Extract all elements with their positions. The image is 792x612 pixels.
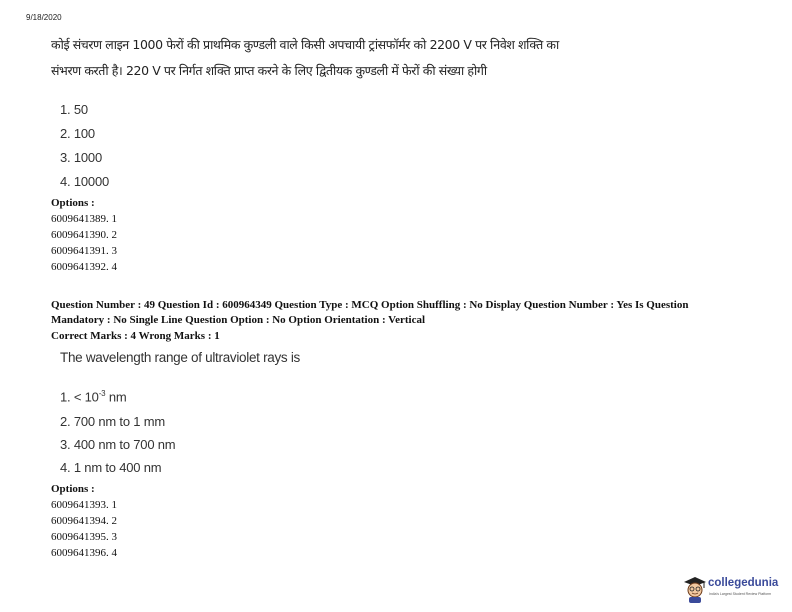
question-meta-line-1: Question Number : 49 Question Id : 600964349 Question Type : MCQ Option Shuffling : No Display Question Number : Yes Is Question bbox=[51, 299, 689, 311]
answer-choice: 3. 400 nm to 700 nm bbox=[60, 437, 176, 452]
print-date: 9/18/2020 bbox=[26, 13, 62, 22]
logo-tagline: India's Largest Student Review Platform bbox=[709, 592, 772, 596]
option-id: 6009641392. 4 bbox=[51, 261, 117, 273]
answer-choice: 2. 700 nm to 1 mm bbox=[60, 414, 165, 429]
choice-suffix: nm bbox=[105, 389, 127, 405]
option-id: 6009641393. 1 bbox=[51, 499, 117, 511]
answer-choice: 4. 10000 bbox=[60, 174, 110, 189]
option-id: 6009641390. 2 bbox=[51, 229, 117, 241]
answer-choice: 2. 100 bbox=[60, 126, 95, 141]
question-text: The wavelength range of ultraviolet rays is bbox=[60, 350, 300, 365]
choice-exponent: -3 bbox=[98, 389, 106, 398]
options-heading: Options : bbox=[51, 197, 95, 209]
mascot-icon bbox=[682, 574, 708, 604]
option-id: 6009641396. 4 bbox=[51, 547, 117, 559]
question-meta-line-2: Mandatory : No Single Line Question Option : No Option Orientation : Vertical bbox=[51, 314, 426, 326]
answer-choice: 3. 1000 bbox=[60, 150, 102, 165]
option-id: 6009641391. 3 bbox=[51, 245, 117, 257]
answer-choice: 4. 1 nm to 400 nm bbox=[60, 460, 162, 475]
choice-prefix: 1. < 10 bbox=[60, 389, 99, 405]
answer-choice: 1. 50 bbox=[60, 102, 88, 117]
option-id: 6009641395. 3 bbox=[51, 531, 117, 543]
question-text-line-1: कोई संचरण लाइन 1000 फेरों की प्राथमिक कुण्डली वाले किसी अपचायी ट्रांसफॉर्मर को 2200 V पर निवेश शक्ति का bbox=[51, 37, 559, 52]
answer-choice bbox=[60, 389, 127, 404]
marks-line: Correct Marks : 4 Wrong Marks : 1 bbox=[51, 330, 220, 342]
option-id: 6009641394. 2 bbox=[51, 515, 117, 527]
logo-wordmark: collegedunia bbox=[708, 577, 779, 589]
question-text-line-2: संभरण करती है। 220 V पर निर्गत शक्ति प्राप्त करने के लिए द्वितीयक कुण्डली में फेरों की संख्या होगी bbox=[51, 63, 487, 78]
option-id: 6009641389. 1 bbox=[51, 213, 117, 225]
options-heading: Options : bbox=[51, 483, 95, 495]
